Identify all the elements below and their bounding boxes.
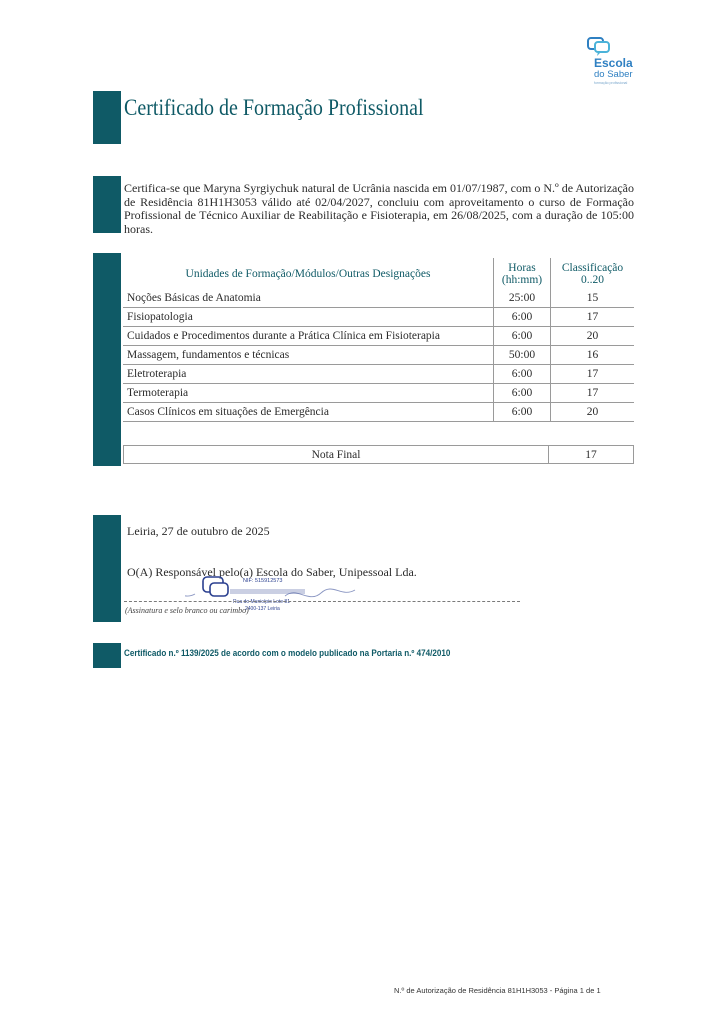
speech-bubble-icon — [586, 36, 612, 56]
module-hours: 25:00 — [494, 289, 551, 308]
module-hours: 6:00 — [494, 327, 551, 346]
units-header: Unidades de Formação/Módulos/Outras Designações — [185, 268, 431, 280]
module-name: Eletroterapia — [123, 365, 494, 384]
reference-accent-bar — [93, 643, 121, 668]
stamp-nif: NIF: 515912573 — [243, 578, 283, 584]
responsible-statement: O(A) Responsável pelo(a) Escola do Saber, Unipessoal Lda. — [127, 565, 417, 579]
module-name: Noções Básicas de Anatomia — [123, 289, 494, 308]
module-grade: 16 — [551, 346, 635, 365]
signature-caption: (Assinatura e selo branco ou carimbo) — [125, 606, 249, 615]
hours-header-line1: Horas — [508, 262, 536, 274]
module-grade: 20 — [551, 403, 635, 422]
module-grade: 20 — [551, 327, 635, 346]
grade-header — [551, 258, 635, 289]
table-row — [123, 384, 634, 403]
modules-table — [123, 258, 634, 422]
table-header-row — [123, 258, 634, 289]
module-name: Termoterapia — [123, 384, 494, 403]
stamp-address: Rua do Município Lote 81 — [233, 599, 290, 605]
grade-header-line1: Classificação — [561, 262, 624, 274]
logo-line2: do Saber — [594, 69, 633, 80]
module-name: Fisiopatologia — [123, 308, 494, 327]
place-date: Leiria, 27 de outubro de 2025 — [127, 524, 270, 538]
table-accent-bar — [93, 253, 121, 466]
module-hours: 6:00 — [494, 308, 551, 327]
stamp-postal: 2400-137 Leiria — [245, 606, 280, 612]
school-logo — [580, 36, 642, 88]
hours-header — [494, 258, 551, 289]
module-grade: 17 — [551, 384, 635, 403]
module-grade: 15 — [551, 289, 635, 308]
module-grade: 17 — [551, 365, 635, 384]
module-name: Casos Clínicos em situações de Emergência — [123, 403, 494, 422]
certificate-statement: Certifica-se que Maryna Syrgiychuk natural de Ucrânia nascida em 01/07/1987, com o N.º de Autorização de Residência 81H1H3053 válido até 02/04/2027, concluiu com aproveitamento o curso de Formação Profissional de Técnico Auxiliar de Reabilitação e Fisioterapia, em 26/08/2025, com a duração de 105:00 horas. — [124, 181, 634, 236]
intro-accent-bar — [93, 176, 121, 233]
logo-tagline: formação profissional — [594, 81, 628, 85]
table-row — [123, 403, 634, 422]
grade-header-line2: 0..20 — [581, 274, 604, 286]
final-grade-table — [123, 445, 634, 464]
page-footer: N.º de Autorização de Residência 81H1H3053 - Página 1 de 1 — [394, 986, 601, 995]
module-hours: 6:00 — [494, 384, 551, 403]
module-name: Massagem, fundamentos e técnicas — [123, 346, 494, 365]
final-grade-value: 17 — [549, 446, 634, 464]
signature-line — [124, 601, 520, 602]
module-hours: 50:00 — [494, 346, 551, 365]
module-hours: 6:00 — [494, 403, 551, 422]
table-row — [123, 289, 634, 308]
final-grade-row — [124, 446, 634, 464]
certificate-title: Certificado de Formação Profissional — [124, 95, 424, 120]
table-row — [123, 346, 634, 365]
logo-line1: Escola — [594, 56, 633, 70]
hours-header-line2: (hh:mm) — [501, 274, 543, 286]
module-grade: 17 — [551, 308, 635, 327]
table-row — [123, 365, 634, 384]
final-grade-label: Nota Final — [124, 446, 549, 464]
certificate-reference: Certificado n.º 1139/2025 de acordo com o modelo publicado na Portaria n.º 474/2010 — [124, 648, 451, 658]
table-row — [123, 308, 634, 327]
module-name: Cuidados e Procedimentos durante a Prática Clínica em Fisioterapia — [123, 327, 494, 346]
title-accent-bar — [93, 91, 121, 144]
signature-accent-bar — [93, 515, 121, 622]
table-row — [123, 327, 634, 346]
module-hours: 6:00 — [494, 365, 551, 384]
